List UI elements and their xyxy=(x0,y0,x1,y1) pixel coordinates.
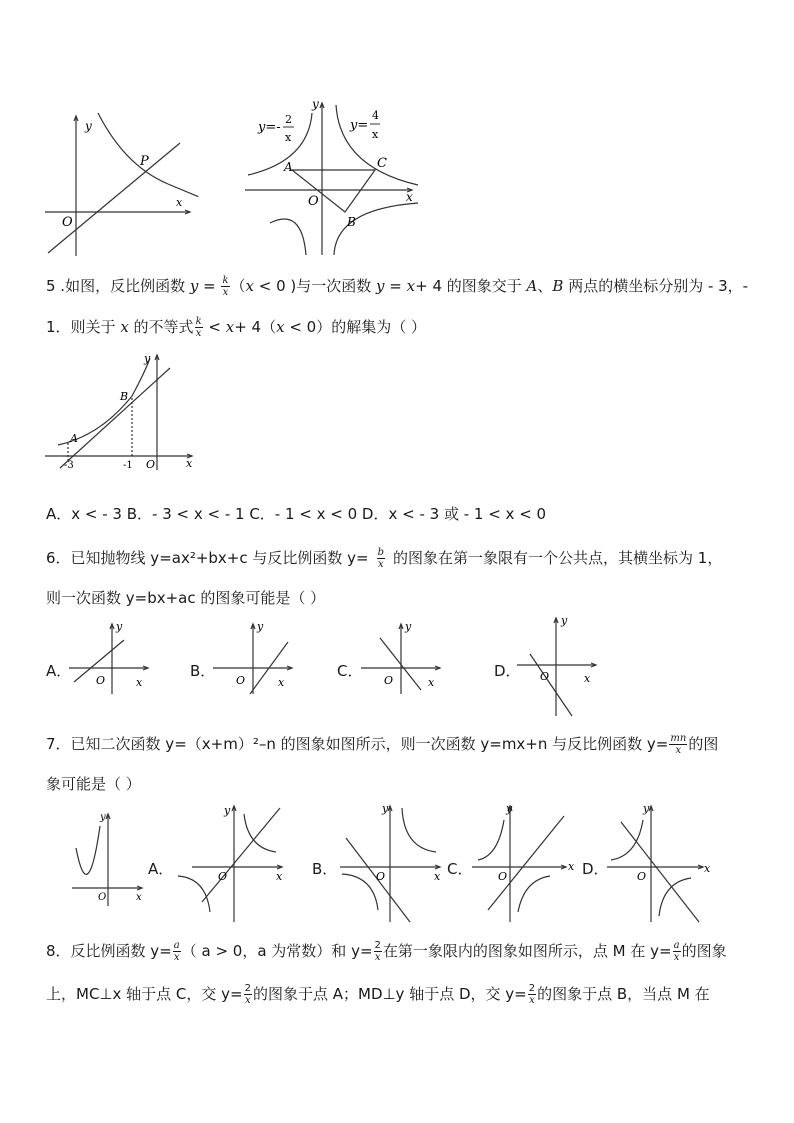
svg-text:O: O xyxy=(384,674,394,687)
svg-text:O: O xyxy=(236,674,246,687)
svg-text:O: O xyxy=(498,870,508,883)
q7-graph-c xyxy=(468,800,583,925)
q6-line-2: 则一次函数 y=bx+ac 的图象可能是（ ） xyxy=(46,589,326,607)
fig1-x-label: x xyxy=(176,196,183,209)
svg-text:x: x xyxy=(136,892,142,903)
q7-parabola-figure xyxy=(68,810,148,910)
q8-fraction-a-over-x-2: $\frac{a}{x}$ xyxy=(673,940,680,963)
fig2-point-c: C xyxy=(377,156,387,171)
q6-graph-d xyxy=(512,612,602,720)
q5-line-1: 5 .如图，反比例函数 y = $\frac{k}{x}$ （x < 0 )与一次函数 y = x+ 4 的图象交于 A、B 两点的横坐标分别为 ‐ 3，‐ xyxy=(46,275,749,298)
svg-text:x: x xyxy=(276,870,283,883)
q6-fraction-b-over-x: $\frac{b}{x}$ xyxy=(377,547,385,570)
q7-line-1: 7．已知二次函数 y=（x+m）²–n 的图象如图所示，则一次函数 y=mx+n 与反比例函数 y= $\frac{mn}{x}$ 的图 xyxy=(46,733,719,756)
q7-fraction-mn-over-x: $\frac{mn}{x}$ xyxy=(670,733,687,756)
fig2-left-den: x xyxy=(285,131,292,144)
q5-fig-o: O xyxy=(146,458,156,471)
svg-text:y: y xyxy=(257,620,264,633)
q7-label-a: A． xyxy=(148,860,174,878)
q6-graph-a xyxy=(64,618,154,698)
fig2-x-label: x xyxy=(406,190,413,204)
fig2-point-a: A xyxy=(284,160,293,174)
svg-text:x: x xyxy=(434,870,441,883)
top-figure-2 xyxy=(240,95,430,260)
q6-graph-b xyxy=(208,618,298,698)
q5-fig-x: x xyxy=(186,457,193,470)
svg-text:x: x xyxy=(428,676,435,689)
svg-text:x: x xyxy=(568,860,575,873)
svg-text:O: O xyxy=(540,670,550,683)
fig1-y-label: y xyxy=(85,119,92,133)
svg-text:y: y xyxy=(643,802,650,815)
svg-text:y: y xyxy=(382,802,389,815)
svg-text:x: x xyxy=(704,862,711,875)
q8-fraction-a-over-x: $\frac{a}{x}$ xyxy=(173,940,180,963)
svg-text:y: y xyxy=(561,614,568,627)
q5-line-2: 1．则关于 x 的不等式 $\frac{k}{x}$ < x+ 4（x < 0）的解集为（ ） xyxy=(46,316,426,339)
svg-text:O: O xyxy=(98,892,107,903)
q8-line-2: 上，MC⊥x 轴于点 C，交 y= $\frac{2}{x}$ 的图象于点 A；MD⊥y 轴于点 D，交 y= $\frac{2}{x}$ 的图象于点 B，当点 M 在 xyxy=(46,983,710,1006)
svg-text:x: x xyxy=(278,676,285,689)
fig2-right-num: 4 xyxy=(372,109,379,122)
q6-label-a: A． xyxy=(46,662,72,680)
q5-figure xyxy=(40,350,200,475)
q6-label-d: D． xyxy=(494,662,521,680)
q7-line-2: 象可能是（ ） xyxy=(46,775,141,793)
q7-graph-a xyxy=(172,800,287,925)
q7-graph-b xyxy=(332,800,447,925)
fig1-point-p: P xyxy=(140,154,149,169)
q7-graph-d xyxy=(603,800,718,925)
q5-fraction-k-over-x: $\frac{k}{x}$ xyxy=(222,275,229,298)
fig2-origin-label: O xyxy=(308,194,319,209)
q6-line-1: 6．已知抛物线 y=ax²+bx+c 与反比例函数 y= $\frac{b}{x}$ 的图象在第一象限有一个公共点，其横坐标为 1， xyxy=(46,547,723,570)
q6-graph-c xyxy=(356,618,446,698)
q5-fig-tick-1: -1 xyxy=(123,460,133,471)
q8-line-1: 8．反比例函数 y= $\frac{a}{x}$ （ a > 0，a 为常数）和 y= $\frac{2}{x}$ 在第一象限内的图象如图所示，点 M 在 y= $\frac{a}{x}$ 的图象 xyxy=(46,940,727,963)
q5-fig-tick-3: -3 xyxy=(64,460,74,471)
q8-fraction-2-over-x: $\frac{2}{x}$ xyxy=(374,940,381,963)
svg-text:y: y xyxy=(100,812,106,823)
q6-label-c: C． xyxy=(337,662,363,680)
fig1-origin-label: O xyxy=(62,215,73,230)
q5-fig-a: A xyxy=(70,432,78,445)
q5-fig-y: y xyxy=(144,352,151,365)
fig2-point-b: B xyxy=(347,215,356,229)
svg-text:O: O xyxy=(218,870,228,883)
q5-options: A．x < ‐ 3 B．‐ 3 < x < ‐ 1 C．‐ 1 < x < 0 D．x < ‐ 3 或 ‐ 1 < x < 0 xyxy=(46,505,547,523)
q7-label-d: D． xyxy=(582,860,609,878)
svg-text:x: x xyxy=(584,672,591,685)
q6-label-b: B． xyxy=(190,662,216,680)
svg-text:O: O xyxy=(96,674,106,687)
fig2-right-den: x xyxy=(372,128,379,141)
q5-fraction-k-over-x-2: $\frac{k}{x}$ xyxy=(195,316,202,339)
fig2-left-eq: y=- xyxy=(258,120,281,135)
fig2-right-eq: y= xyxy=(350,118,369,133)
top-figure-1 xyxy=(40,108,200,260)
q7-label-b: B． xyxy=(312,860,338,878)
fig2-left-num: 2 xyxy=(285,113,292,126)
svg-text:O: O xyxy=(637,870,647,883)
q8-fraction-2-over-x-2: $\frac{2}{x}$ xyxy=(244,983,251,1006)
q7-label-c: C． xyxy=(447,860,473,878)
fig2-y-label: y xyxy=(312,97,319,111)
q8-fraction-2-over-x-3: $\frac{2}{x}$ xyxy=(528,983,536,1006)
svg-text:x: x xyxy=(136,676,143,689)
svg-text:y: y xyxy=(506,802,513,815)
q5-fig-b: B xyxy=(120,390,129,403)
svg-text:y: y xyxy=(224,804,231,817)
svg-text:O: O xyxy=(376,870,386,883)
svg-text:y: y xyxy=(405,620,412,633)
svg-text:y: y xyxy=(116,620,123,633)
